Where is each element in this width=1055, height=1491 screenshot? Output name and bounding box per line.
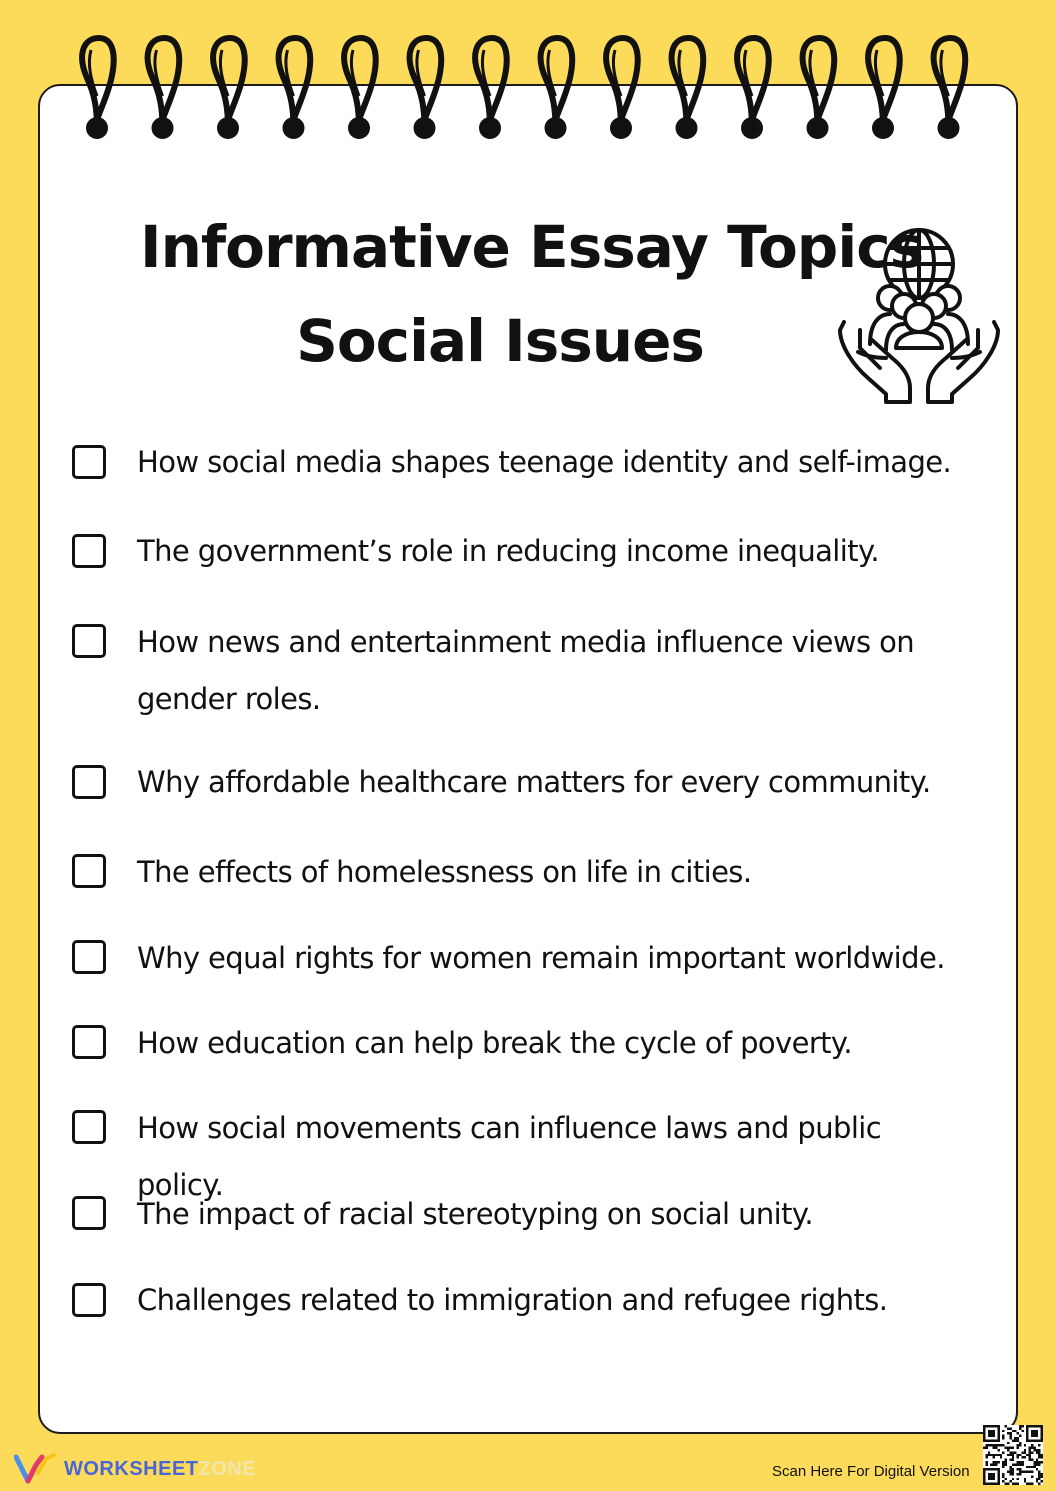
topic-text: How education can help break the cycle of poverty. [137,1026,852,1060]
page-title [140,200,924,388]
topic-text: The impact of racial stereotyping on social unity. [137,1197,813,1231]
topic-text: Challenges related to immigration and refugee rights. [137,1283,888,1317]
topic-text: How social media shapes teenage identity and self-image. [137,445,952,479]
topic-checkbox[interactable] [72,940,106,974]
brand-name-part2: ZONE [198,1457,257,1480]
topic-checkbox[interactable] [72,1283,106,1317]
topic-text: The effects of homelessness on life in cities. [137,855,752,889]
topic-checkbox[interactable] [72,765,106,799]
globe-people-hands-icon [836,226,1002,408]
topic-checkbox[interactable] [72,534,106,568]
topic-text: How social movements can influence laws and public policy. [137,1111,882,1202]
topic-text: Why equal rights for women remain important worldwide. [137,941,945,975]
topic-checkbox[interactable] [72,854,106,888]
topic-checkbox[interactable] [72,624,106,658]
title-line-1: Informative Essay Topics [140,213,924,281]
topic-checkbox[interactable] [72,1025,106,1059]
topic-text: How news and entertainment media influence views on gender roles. [137,625,915,716]
brand-name-part1: WORKSHEET [64,1457,199,1480]
title-line-2: Social Issues [296,307,704,375]
scan-caption: Scan Here For Digital Version [772,1463,970,1480]
topic-text: Why affordable healthcare matters for every community. [137,765,931,799]
topic-checkbox[interactable] [72,1196,106,1230]
topic-checkbox[interactable] [72,1110,106,1144]
qr-code-icon[interactable] [983,1425,1043,1485]
topic-checkbox[interactable] [72,445,106,479]
brand-name [64,1458,256,1481]
topic-text: The government’s role in reducing income inequality. [137,534,880,568]
brand-logo[interactable] [14,1452,256,1486]
worksheetzone-logo-icon [14,1453,56,1485]
